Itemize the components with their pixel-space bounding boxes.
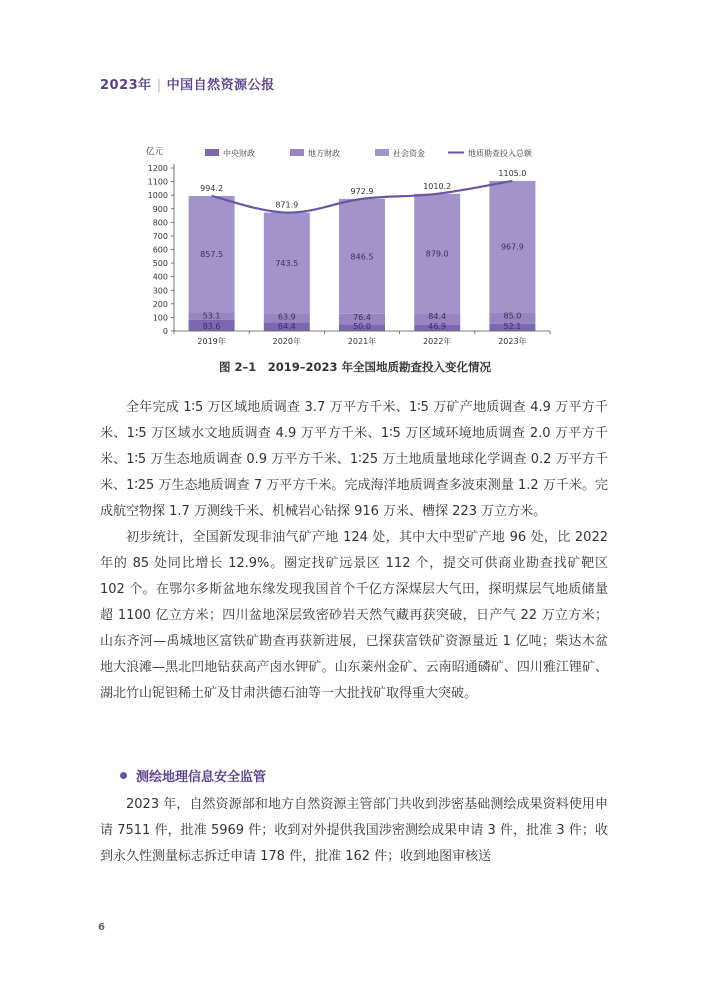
y-tick-label: 600 bbox=[152, 245, 168, 255]
y-tick-label: 400 bbox=[152, 272, 168, 282]
total-value-label: 1010.2 bbox=[423, 181, 452, 191]
y-tick-label: 900 bbox=[152, 204, 168, 214]
section-heading bbox=[120, 766, 266, 785]
legend-swatch bbox=[290, 149, 304, 156]
x-tick-label: 2021年 bbox=[347, 337, 377, 346]
bar-value-label: 64.4 bbox=[277, 322, 296, 331]
bar-value-label: 83.6 bbox=[202, 322, 221, 331]
paragraph-survey: 全年完成 1∶5 万区域地质调查 3.7 万平方千米、1∶5 万矿产地质调查 4.9 万平方千米、1∶5 万区域水文地质调查 4.9 万平方千米、1∶5 万区域环境地质调查 2.0 万平方千米、1∶5 万生态地质调查 0.9 万平方千米、1∶25 万土地质量地球化学调查 0.2 万平方千米、1∶25 万生态地质调查 7 万平方千米。完成海洋地质调查多波束测量 1.2 万千米。完成航空物探 1.7 万测线千米、机械岩心钻探 916 万米、槽探 223 万立方米。 bbox=[100, 400, 608, 519]
bar-value-label: 967.9 bbox=[500, 242, 524, 252]
y-tick-label: 1000 bbox=[147, 191, 168, 201]
bar-value-label: 857.5 bbox=[200, 250, 224, 260]
x-axis bbox=[174, 331, 550, 346]
bullet-dot-icon bbox=[120, 772, 127, 779]
legend-label: 地方财政 bbox=[308, 149, 340, 158]
header-separator: | bbox=[156, 78, 162, 93]
header-title: 中国自然资源公报 bbox=[166, 78, 275, 93]
x-tick-label: 2020年 bbox=[272, 337, 301, 346]
bar-value-label: 85.0 bbox=[503, 311, 522, 321]
y-axis-label: 亿元 bbox=[146, 147, 164, 157]
page-number: 6 bbox=[98, 922, 105, 933]
total-value-label: 1105.0 bbox=[498, 168, 527, 178]
page-header bbox=[100, 74, 275, 93]
x-tick-label: 2023年 bbox=[498, 337, 527, 346]
legend-swatch bbox=[375, 149, 389, 156]
bar-value-label: 63.9 bbox=[277, 312, 296, 322]
section-heading-text: 测绘地理信息安全监管 bbox=[136, 770, 267, 785]
bar-value-label: 846.5 bbox=[350, 252, 374, 262]
y-tick-label: 500 bbox=[152, 259, 168, 269]
total-value-label: 994.2 bbox=[200, 183, 224, 193]
total-value-label: 871.9 bbox=[275, 200, 299, 210]
y-tick-label: 100 bbox=[152, 313, 168, 323]
investment-chart bbox=[130, 140, 570, 350]
y-tick-label: 700 bbox=[152, 231, 168, 241]
bar-value-label: 879.0 bbox=[425, 249, 449, 259]
figure-caption: 图 2–1 2019–2023 年全国地质勘查投入变化情况 bbox=[218, 360, 492, 374]
legend-label: 地质勘查投入总额 bbox=[468, 149, 532, 158]
bar-value-label: 52.1 bbox=[503, 322, 522, 331]
total-value-label: 972.9 bbox=[350, 186, 374, 196]
section-body bbox=[100, 792, 608, 870]
paragraph-discoveries: 初步统计，全国新发现非油气矿产地 124 处，其中大中型矿产地 96 处，比 2022 年的 85 处同比增长 12.9%。圈定找矿远景区 112 个，提交可供商业勘查找矿靶区 102 个。在鄂尔多斯盆地东缘发现我国首个千亿方深煤层大气田，探明煤层气地质储量超 1100 亿立方米；四川盆地深层致密砂岩天然气藏再获突破，日产气 22 万立方米；山东齐河—禹城地区富铁矿勘查再获新进展，已探获富铁矿资源量近 1 亿吨；柴达木盆地大浪滩—黑北凹地钻获高产卤水钾矿。山东莱州金矿、云南昭通磷矿、四川雅江锂矿、湖北竹山铌钽稀土矿及甘肃洪德石油等一大批找矿取得重大突破。 bbox=[100, 530, 608, 701]
legend-label: 社会资金 bbox=[393, 149, 425, 158]
bar-value-label: 50.0 bbox=[353, 322, 371, 331]
y-tick-label: 800 bbox=[152, 218, 168, 228]
bar-value-label: 46.9 bbox=[428, 322, 447, 331]
paragraph-surveying: 2023 年，自然资源部和地方自然资源主管部门共收到涉密基础测绘成果资料使用申请 7511 件，批准 5969 件；收到对外提供我国涉密测绘成果申请 3 件，批准 3 件；收到永久性测量标志拆迁申请 178 件，批准 162 件；收到地图审核送 bbox=[100, 797, 608, 864]
y-tick-label: 0 bbox=[162, 327, 168, 336]
bar-value-label: 76.4 bbox=[353, 312, 371, 322]
y-tick-label: 300 bbox=[152, 286, 168, 296]
x-tick-label: 2019年 bbox=[197, 337, 226, 346]
legend-label: 中央财政 bbox=[223, 149, 255, 158]
chart-legend bbox=[205, 148, 533, 158]
y-axis bbox=[146, 146, 174, 336]
body-text bbox=[100, 395, 608, 707]
legend-swatch bbox=[205, 149, 219, 156]
bar-value-label: 53.1 bbox=[202, 311, 221, 321]
header-year: 2023年 bbox=[100, 78, 152, 93]
y-tick-label: 1200 bbox=[147, 164, 168, 173]
x-tick-label: 2022年 bbox=[423, 337, 452, 346]
bar-value-label: 743.5 bbox=[275, 259, 299, 269]
y-tick-label: 200 bbox=[152, 299, 168, 309]
y-tick-label: 1100 bbox=[147, 177, 168, 187]
bar-value-label: 84.4 bbox=[428, 312, 447, 322]
